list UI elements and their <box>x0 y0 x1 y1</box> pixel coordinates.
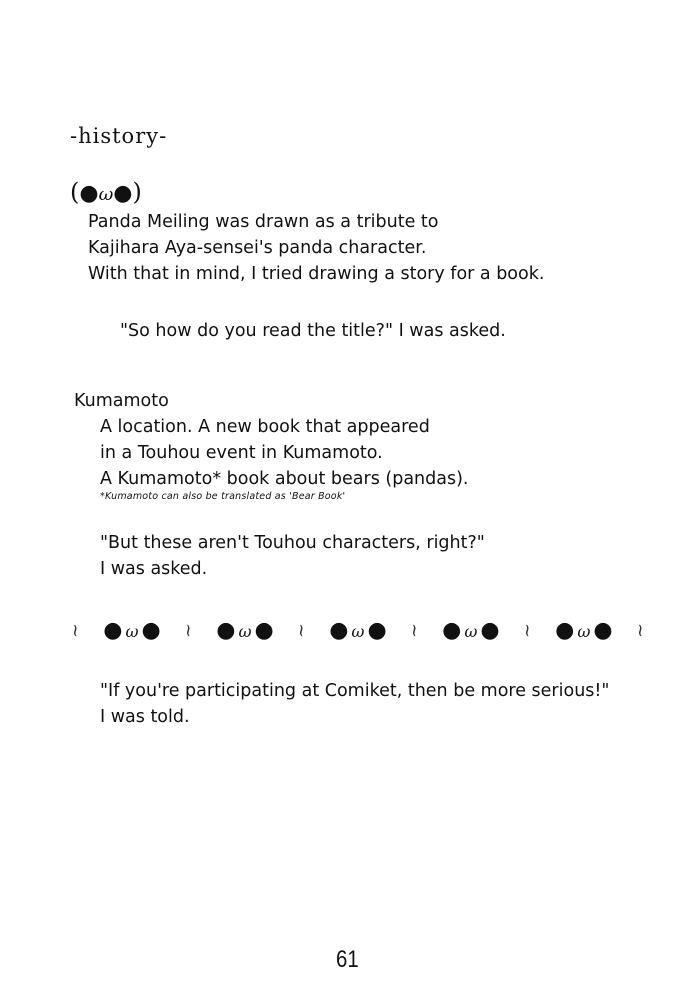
squiggle-ornament: ~ <box>629 622 651 639</box>
face-left-paren: ( <box>70 178 80 206</box>
panda-face-divider <box>65 618 651 643</box>
kumamoto-term: Kumamoto <box>74 391 169 411</box>
face-left-eye: ● <box>79 181 99 206</box>
divider-face <box>555 618 612 643</box>
comiket-quote <box>100 678 609 730</box>
divider-mouth: ω <box>351 622 365 641</box>
kumamoto-line: in a Touhou event in Kumamoto. <box>100 443 383 463</box>
divider-mouth: ω <box>577 622 591 641</box>
squiggle-ornament: ~ <box>403 622 425 639</box>
comiket-line: I was told. <box>100 707 190 727</box>
divider-eye: ● <box>480 618 500 643</box>
title-question: "So how do you read the title?" I was asked. <box>120 321 506 341</box>
touhou-line: I was asked. <box>100 559 208 579</box>
divider-face <box>442 618 499 643</box>
face-mouth: ω <box>98 184 114 205</box>
squiggle-ornament: ~ <box>516 622 538 639</box>
divider-eye: ● <box>103 618 123 643</box>
section-heading: -history- <box>70 124 168 148</box>
divider-eye: ● <box>254 618 274 643</box>
intro-paragraph <box>88 209 544 287</box>
kumamoto-definition <box>100 414 468 492</box>
divider-eye: ● <box>367 618 387 643</box>
divider-eye: ● <box>141 618 161 643</box>
squiggle-ornament: ~ <box>65 622 87 639</box>
divider-face <box>216 618 273 643</box>
squiggle-ornament: ~ <box>178 622 199 639</box>
divider-eye: ● <box>216 618 236 643</box>
divider-eye: ● <box>593 618 613 643</box>
page-number: 61 <box>336 946 359 973</box>
divider-face <box>329 618 386 643</box>
face-right-paren: ) <box>132 178 142 206</box>
divider-mouth: ω <box>464 622 478 641</box>
face-right-eye: ● <box>113 181 133 206</box>
divider-mouth: ω <box>238 622 252 641</box>
kumamoto-line: A location. A new book that appeared <box>100 417 430 437</box>
squiggle-ornament: ~ <box>290 622 312 639</box>
divider-eye: ● <box>442 618 462 643</box>
kumamoto-line: A Kumamoto* book about bears (pandas). <box>100 469 469 489</box>
kumamoto-footnote: *Kumamoto can also be translated as 'Bear Book' <box>100 491 346 502</box>
comiket-line: "If you're participating at Comiket, then be more serious!" <box>100 681 610 701</box>
touhou-line: "But these aren't Touhou characters, right?" <box>100 533 485 553</box>
divider-mouth: ω <box>125 622 139 641</box>
divider-eye: ● <box>329 618 349 643</box>
divider-face <box>103 618 160 643</box>
intro-line: Kajihara Aya-sensei's panda character. <box>88 238 427 258</box>
intro-line: With that in mind, I tried drawing a story for a book. <box>88 264 545 284</box>
touhou-question <box>100 530 485 582</box>
intro-line: Panda Meiling was drawn as a tribute to <box>88 212 439 232</box>
panda-face-emoticon <box>70 178 142 206</box>
divider-eye: ● <box>555 618 575 643</box>
